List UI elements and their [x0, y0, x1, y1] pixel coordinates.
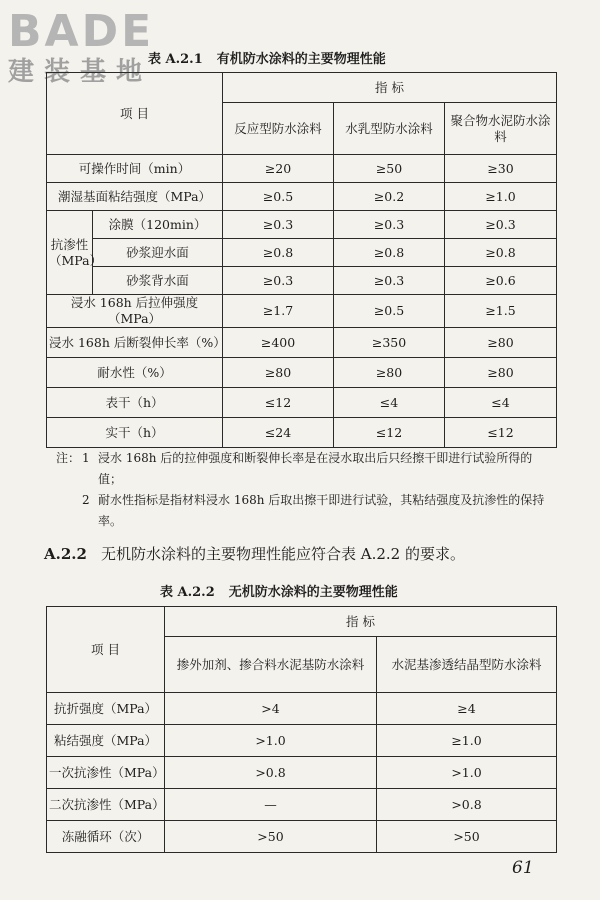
cell-value: ≤12	[223, 388, 334, 418]
row-label: 砂浆迎水面	[93, 239, 223, 267]
cell-value: ≥0.8	[334, 239, 445, 267]
table-row	[47, 418, 557, 448]
table2-header-item: 项 目	[47, 607, 165, 693]
cell-value: >4	[165, 693, 377, 725]
table-row	[47, 239, 557, 267]
table-row	[47, 725, 557, 757]
cell-value: ≥30	[445, 155, 557, 183]
cell-value: ≤24	[223, 418, 334, 448]
table-row	[47, 358, 557, 388]
cell-value: ≥400	[223, 328, 334, 358]
cell-value: ≥0.3	[223, 267, 334, 295]
row-label: 潮湿基面粘结强度（MPa）	[47, 183, 223, 211]
table-row	[47, 295, 557, 328]
cell-value: ≥4	[377, 693, 557, 725]
cell-value: ≥350	[334, 328, 445, 358]
cell-value: ≥0.3	[334, 267, 445, 295]
row-label: 可操作时间（min）	[47, 155, 223, 183]
table-row	[47, 693, 557, 725]
section-text: 无机防水涂料的主要物理性能应符合表 A.2.2 的要求。	[100, 545, 465, 563]
cell-value: ≥1.0	[445, 183, 557, 211]
cell-value: ≥80	[223, 358, 334, 388]
row-label: 一次抗渗性（MPa）	[47, 757, 165, 789]
cell-value: ≥0.3	[334, 211, 445, 239]
row-label: 冻融循环（次）	[47, 821, 165, 853]
table2-caption	[160, 581, 398, 600]
cell-value: ≥80	[334, 358, 445, 388]
table1-caption-number: 表 A.2.1	[148, 52, 203, 67]
section-number: A.2.2	[44, 545, 87, 563]
cell-value: ≥0.3	[445, 211, 557, 239]
section-heading	[44, 543, 465, 564]
row-label: 砂浆背水面	[93, 267, 223, 295]
cell-value: ≥0.3	[223, 211, 334, 239]
cell-value: ≥20	[223, 155, 334, 183]
note-text: 浸水 168h 后的拉伸强度和断裂伸长率是在浸水取出后只经擦干即进行试验所得的值；	[98, 451, 533, 486]
cell-value: >1.0	[165, 725, 377, 757]
row-label: 粘结强度（MPa）	[47, 725, 165, 757]
cell-value: >50	[377, 821, 557, 853]
cell-value: ≥50	[334, 155, 445, 183]
table1-notes	[56, 448, 556, 532]
row-label: 表干（h）	[47, 388, 223, 418]
row-group-label: 抗渗性（MPa）	[47, 211, 93, 295]
cell-value: ≥0.8	[445, 239, 557, 267]
table2-caption-number: 表 A.2.2	[160, 585, 215, 600]
note-number: 1	[82, 451, 90, 465]
row-label: 抗折强度（MPa）	[47, 693, 165, 725]
row-label: 二次抗渗性（MPa）	[47, 789, 165, 821]
cell-value: ≤12	[334, 418, 445, 448]
row-label: 实干（h）	[47, 418, 223, 448]
cell-value: ≥0.6	[445, 267, 557, 295]
cell-value: ≥0.5	[334, 295, 445, 328]
table1-caption-title: 有机防水涂料的主要物理性能	[216, 52, 386, 67]
table1-col-header: 聚合物水泥防水涂料	[445, 103, 557, 155]
table-row	[47, 789, 557, 821]
table1-header-item: 项 目	[47, 73, 223, 155]
cell-value: >1.0	[377, 757, 557, 789]
table-row	[47, 388, 557, 418]
table-row	[47, 821, 557, 853]
cell-value: >0.8	[377, 789, 557, 821]
table1-col-header: 水乳型防水涂料	[334, 103, 445, 155]
row-label: 涂膜（120min）	[93, 211, 223, 239]
cell-value: ≥0.2	[334, 183, 445, 211]
table-row	[47, 757, 557, 789]
table2-col-header: 水泥基渗透结晶型防水涂料	[377, 637, 557, 693]
table-inorganic-coatings	[46, 606, 557, 853]
cell-value: ≥1.0	[377, 725, 557, 757]
table1-header-index: 指 标	[223, 73, 557, 103]
table2-header-index: 指 标	[165, 607, 557, 637]
cell-value: ≥0.5	[223, 183, 334, 211]
table-row	[47, 267, 557, 295]
table2-col-header: 掺外加剂、掺合料水泥基防水涂料	[165, 637, 377, 693]
table1-caption	[148, 48, 386, 67]
note-item	[56, 448, 556, 490]
row-label: 耐水性（%）	[47, 358, 223, 388]
row-label: 浸水 168h 后断裂伸长率（%）	[47, 328, 223, 358]
cell-value: >0.8	[165, 757, 377, 789]
cell-value: ≤4	[445, 388, 557, 418]
cell-value: ≥0.8	[223, 239, 334, 267]
table-row	[47, 155, 557, 183]
cell-value: ≥1.7	[223, 295, 334, 328]
cell-value: ≤12	[445, 418, 557, 448]
cell-value: >50	[165, 821, 377, 853]
cell-value: ≥80	[445, 358, 557, 388]
notes-prefix: 注：	[56, 451, 81, 465]
table-organic-coatings	[46, 72, 557, 448]
cell-value: —	[165, 789, 377, 821]
row-label: 浸水 168h 后拉伸强度（MPa）	[47, 295, 223, 328]
logo-subtitle: 建装基地	[8, 57, 153, 87]
table-row	[47, 328, 557, 358]
logo-wordmark: BADE	[8, 6, 155, 57]
cell-value: ≤4	[334, 388, 445, 418]
cell-value: ≥1.5	[445, 295, 557, 328]
note-item	[56, 490, 556, 532]
note-number: 2	[82, 493, 90, 507]
table-row	[47, 183, 557, 211]
table2-caption-title: 无机防水涂料的主要物理性能	[228, 585, 398, 600]
page-number: 61	[512, 858, 534, 878]
table1-col-header: 反应型防水涂料	[223, 103, 334, 155]
cell-value: ≥80	[445, 328, 557, 358]
table-row	[47, 211, 557, 239]
note-text: 耐水性指标是指材料浸水 168h 后取出擦干即进行试验，其粘结强度及抗渗性的保持率。	[98, 493, 545, 528]
